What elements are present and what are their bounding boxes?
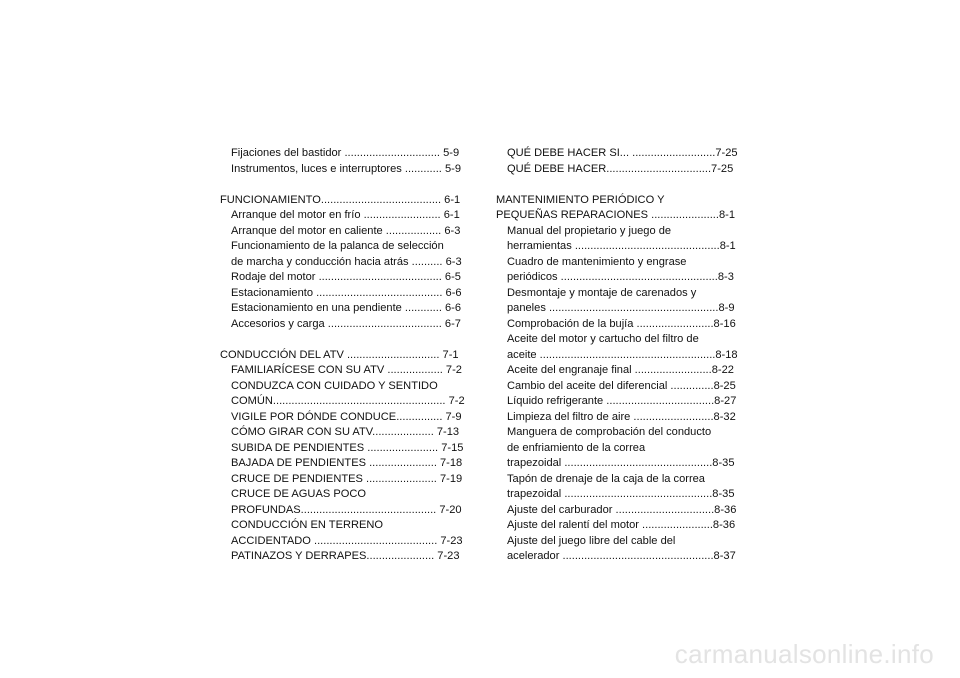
toc-entry: Líquido refrigerante ...................................8-27 [507, 395, 737, 407]
toc-entry: herramientas ...............................................8-1 [507, 240, 736, 252]
toc-entry: CRUCE DE PENDIENTES ....................... 7-19 [231, 472, 463, 485]
toc-entry: Ajuste del carburador ................................8-36 [507, 503, 737, 516]
toc-entry: Estacionamiento ......................................... 6-6 [231, 286, 462, 299]
toc-entry: periódicos ...................................................8-3 [507, 271, 734, 283]
toc-entry: Cuadro de mantenimiento y engrase [507, 255, 687, 268]
toc-entry: Arranque del motor en frío ......................... 6-1 [231, 209, 460, 221]
toc-entry: Comprobación de la bujía .........................8-16 [507, 317, 736, 330]
toc-entry: Fijaciones del bastidor ............................... 5-9 [231, 147, 460, 159]
toc-section-heading: MANTENIMIENTO PERIÓDICO Y [496, 193, 665, 206]
toc-left-column [220, 146, 468, 565]
toc-entry: CONDUZCA CON CUIDADO Y SENTIDO [231, 379, 438, 392]
toc-entry: CRUCE DE AGUAS POCO [231, 488, 366, 500]
toc-entry: acelerador .................................................8-37 [507, 550, 736, 562]
watermark: carmanualsonline.info [674, 639, 934, 669]
toc-entry: trapezoidal ................................................8-35 [507, 457, 735, 469]
toc-entry: Manual del propietario y juego de [507, 224, 672, 237]
toc-entry: PATINAZOS Y DERRAPES...................... 7-23 [231, 550, 460, 562]
toc-entry: Limpieza del filtro de aire ..........................8-32 [507, 410, 736, 423]
toc-entry: Manguera de comprobación del conducto [507, 426, 712, 438]
toc-entry: Aceite del engranaje final .........................8-22 [507, 364, 734, 376]
toc-entry: COMÚN........................................................ 7-2 [231, 395, 465, 407]
toc-entry: CÓMO GIRAR CON SU ATV.................... 7-13 [231, 426, 460, 438]
toc-entry: FAMILIARÍCESE CON SU ATV .................. 7-2 [231, 364, 462, 376]
toc-right-column [496, 146, 743, 565]
toc-entry: Aceite del motor y cartucho del filtro de [507, 333, 699, 345]
toc-entry: Tapón de drenaje de la caja de la correa [507, 472, 705, 485]
toc-entry: paneles .......................................................8-9 [507, 302, 735, 314]
toc-entry: BAJADA DE PENDIENTES ...................... 7-18 [231, 457, 463, 469]
toc-entry: Accesorios y carga ..................................... 6-7 [231, 317, 461, 330]
toc-entry: Instrumentos, luces e interruptores ............ 5-9 [231, 162, 461, 175]
toc-section-heading: FUNCIONAMIENTO....................................... 6-1 [220, 193, 461, 206]
toc-entry: Ajuste del ralentí del motor .......................8-36 [507, 519, 736, 531]
toc-entry: Cambio del aceite del diferencial ..............8-25 [507, 379, 736, 392]
toc-entry: Desmontaje y montaje de carenados y [507, 286, 697, 299]
toc-entry: Arranque del motor en caliente .................. 6-3 [231, 224, 461, 237]
toc-entry: de enfriamiento de la correa [507, 441, 646, 454]
toc-entry: PROFUNDAS............................................ 7-20 [231, 503, 462, 516]
toc-entry: aceite .........................................................8-18 [507, 348, 738, 361]
toc-entry: Funcionamiento de la palanca de selección [231, 240, 444, 252]
toc-entry: Ajuste del juego libre del cable del [507, 534, 676, 547]
toc-entry: CONDUCCIÓN EN TERRENO [231, 519, 384, 531]
toc-entry: de marcha y conducción hacia atrás .......... 6-3 [231, 255, 462, 268]
toc-entry: Estacionamiento en una pendiente ............ 6-6 [231, 302, 462, 314]
toc-entry: trapezoidal ................................................8-35 [507, 488, 735, 500]
toc-section-heading: PEQUEÑAS REPARACIONES ......................8-1 [496, 209, 735, 221]
toc-entry: VIGILE POR DÓNDE CONDUCE............... 7-9 [231, 410, 462, 423]
toc-entry: QUÉ DEBE HACER SI... ...........................7-25 [507, 147, 738, 159]
toc-section-heading: CONDUCCIÓN DEL ATV .............................. 7-1 [220, 348, 459, 361]
toc-entry: ACCIDENTADO ........................................ 7-23 [231, 534, 463, 547]
toc-entry: Rodaje del motor ........................................ 6-5 [231, 271, 461, 283]
toc-entry: SUBIDA DE PENDIENTES ....................... 7-15 [231, 441, 464, 454]
toc-entry: QUÉ DEBE HACER..................................7-25 [507, 162, 734, 175]
